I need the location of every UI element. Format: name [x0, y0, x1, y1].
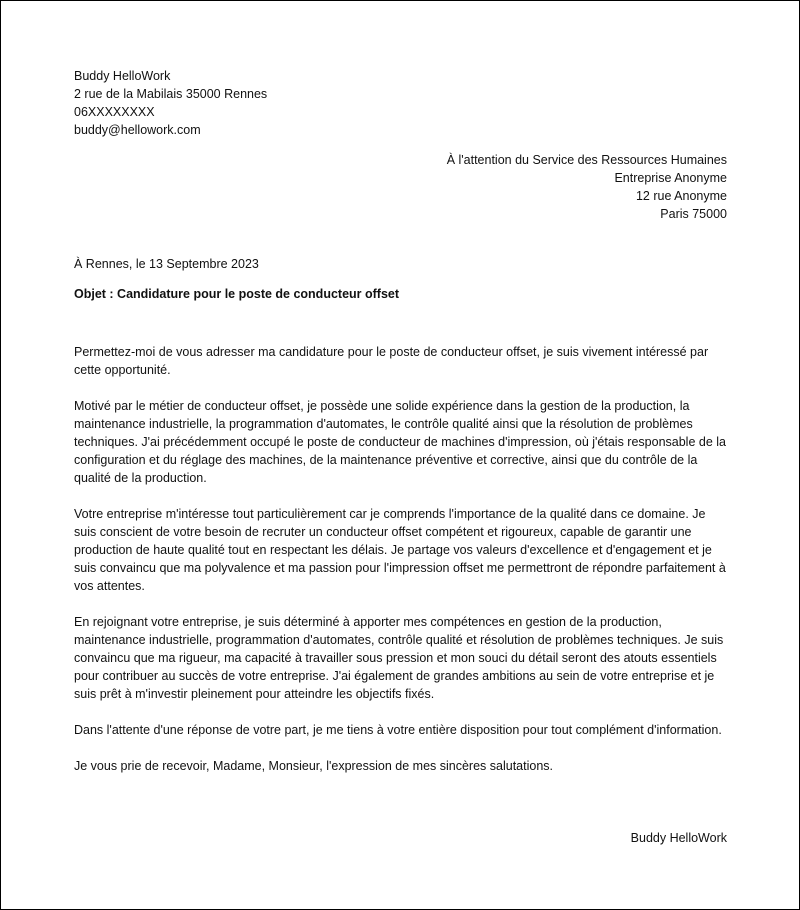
- subject-line: Objet : Candidature pour le poste de conducteur offset: [74, 287, 400, 301]
- body-paragraph: Permettez-moi de vous adresser ma candidature pour le poste de conducteur offset, je suis vivement intéressé par cette opportunité.: [74, 345, 709, 377]
- recipient-block: [447, 151, 727, 223]
- body-paragraph: Dans l'attente d'une réponse de votre part, je me tiens à votre entière disposition pour tout complément d'information.: [74, 723, 722, 737]
- sender-email: buddy@hellowork.com: [74, 123, 201, 137]
- sender-name: Buddy HelloWork: [74, 69, 171, 83]
- signature: Buddy HelloWork: [630, 831, 727, 845]
- closing-paragraph: Je vous prie de recevoir, Madame, Monsieur, l'expression de mes sincères salutations.: [74, 759, 554, 773]
- sender-phone: 06XXXXXXXX: [74, 105, 155, 119]
- sender-address: 2 rue de la Mabilais 35000 Rennes: [74, 87, 268, 101]
- letter-body: [74, 343, 730, 775]
- sender-block: [74, 67, 267, 139]
- recipient-attention: À l'attention du Service des Ressources Humaines: [446, 153, 727, 167]
- date-line: À Rennes, le 13 Septembre 2023: [74, 257, 259, 271]
- recipient-city: Paris 75000: [660, 207, 727, 221]
- body-paragraph: Motivé par le métier de conducteur offset, je possède une solide expérience dans la gestion de la production, la maintenance industrielle, la programmation d'automates, le contrôle qualité ainsi que la résolution de problèmes techniques. J'ai précédemment occupé le poste de conducteur de machines d'impression, où j'étais responsable de la configuration et du réglage des machines, de la maintenance préventive et corrective, ainsi que du contrôle de la qualité de la production.: [74, 399, 726, 485]
- recipient-street: 12 rue Anonyme: [635, 189, 727, 203]
- recipient-company: Entreprise Anonyme: [614, 171, 727, 185]
- body-paragraph: En rejoignant votre entreprise, je suis déterminé à apporter mes compétences en gestion de la production, maintenance industrielle, programmation d'automates, contrôle qualité et résolution de problèmes techniques. Je suis convaincu que ma rigueur, ma capacité à travailler sous pression et mon souci du détail seront des atouts essentiels pour contribuer au succès de votre entreprise. J'ai également de grandes ambitions au sein de votre entreprise et je suis prêt à m'investir pleinement pour atteindre les objectifs fixés.: [74, 615, 724, 701]
- body-paragraph: Votre entreprise m'intéresse tout particulièrement car je comprends l'importance de la qualité dans ce domaine. Je suis conscient de votre besoin de recruter un conducteur offset compétent et rigoureux, capable de garantir une production de haute qualité tout en respectant les délais. Je partage vos valeurs d'excellence et d'engagement et je suis convaincu que ma polyvalence et ma passion pour l'impression offset me permettront de répondre parfaitement à vos attentes.: [74, 507, 726, 593]
